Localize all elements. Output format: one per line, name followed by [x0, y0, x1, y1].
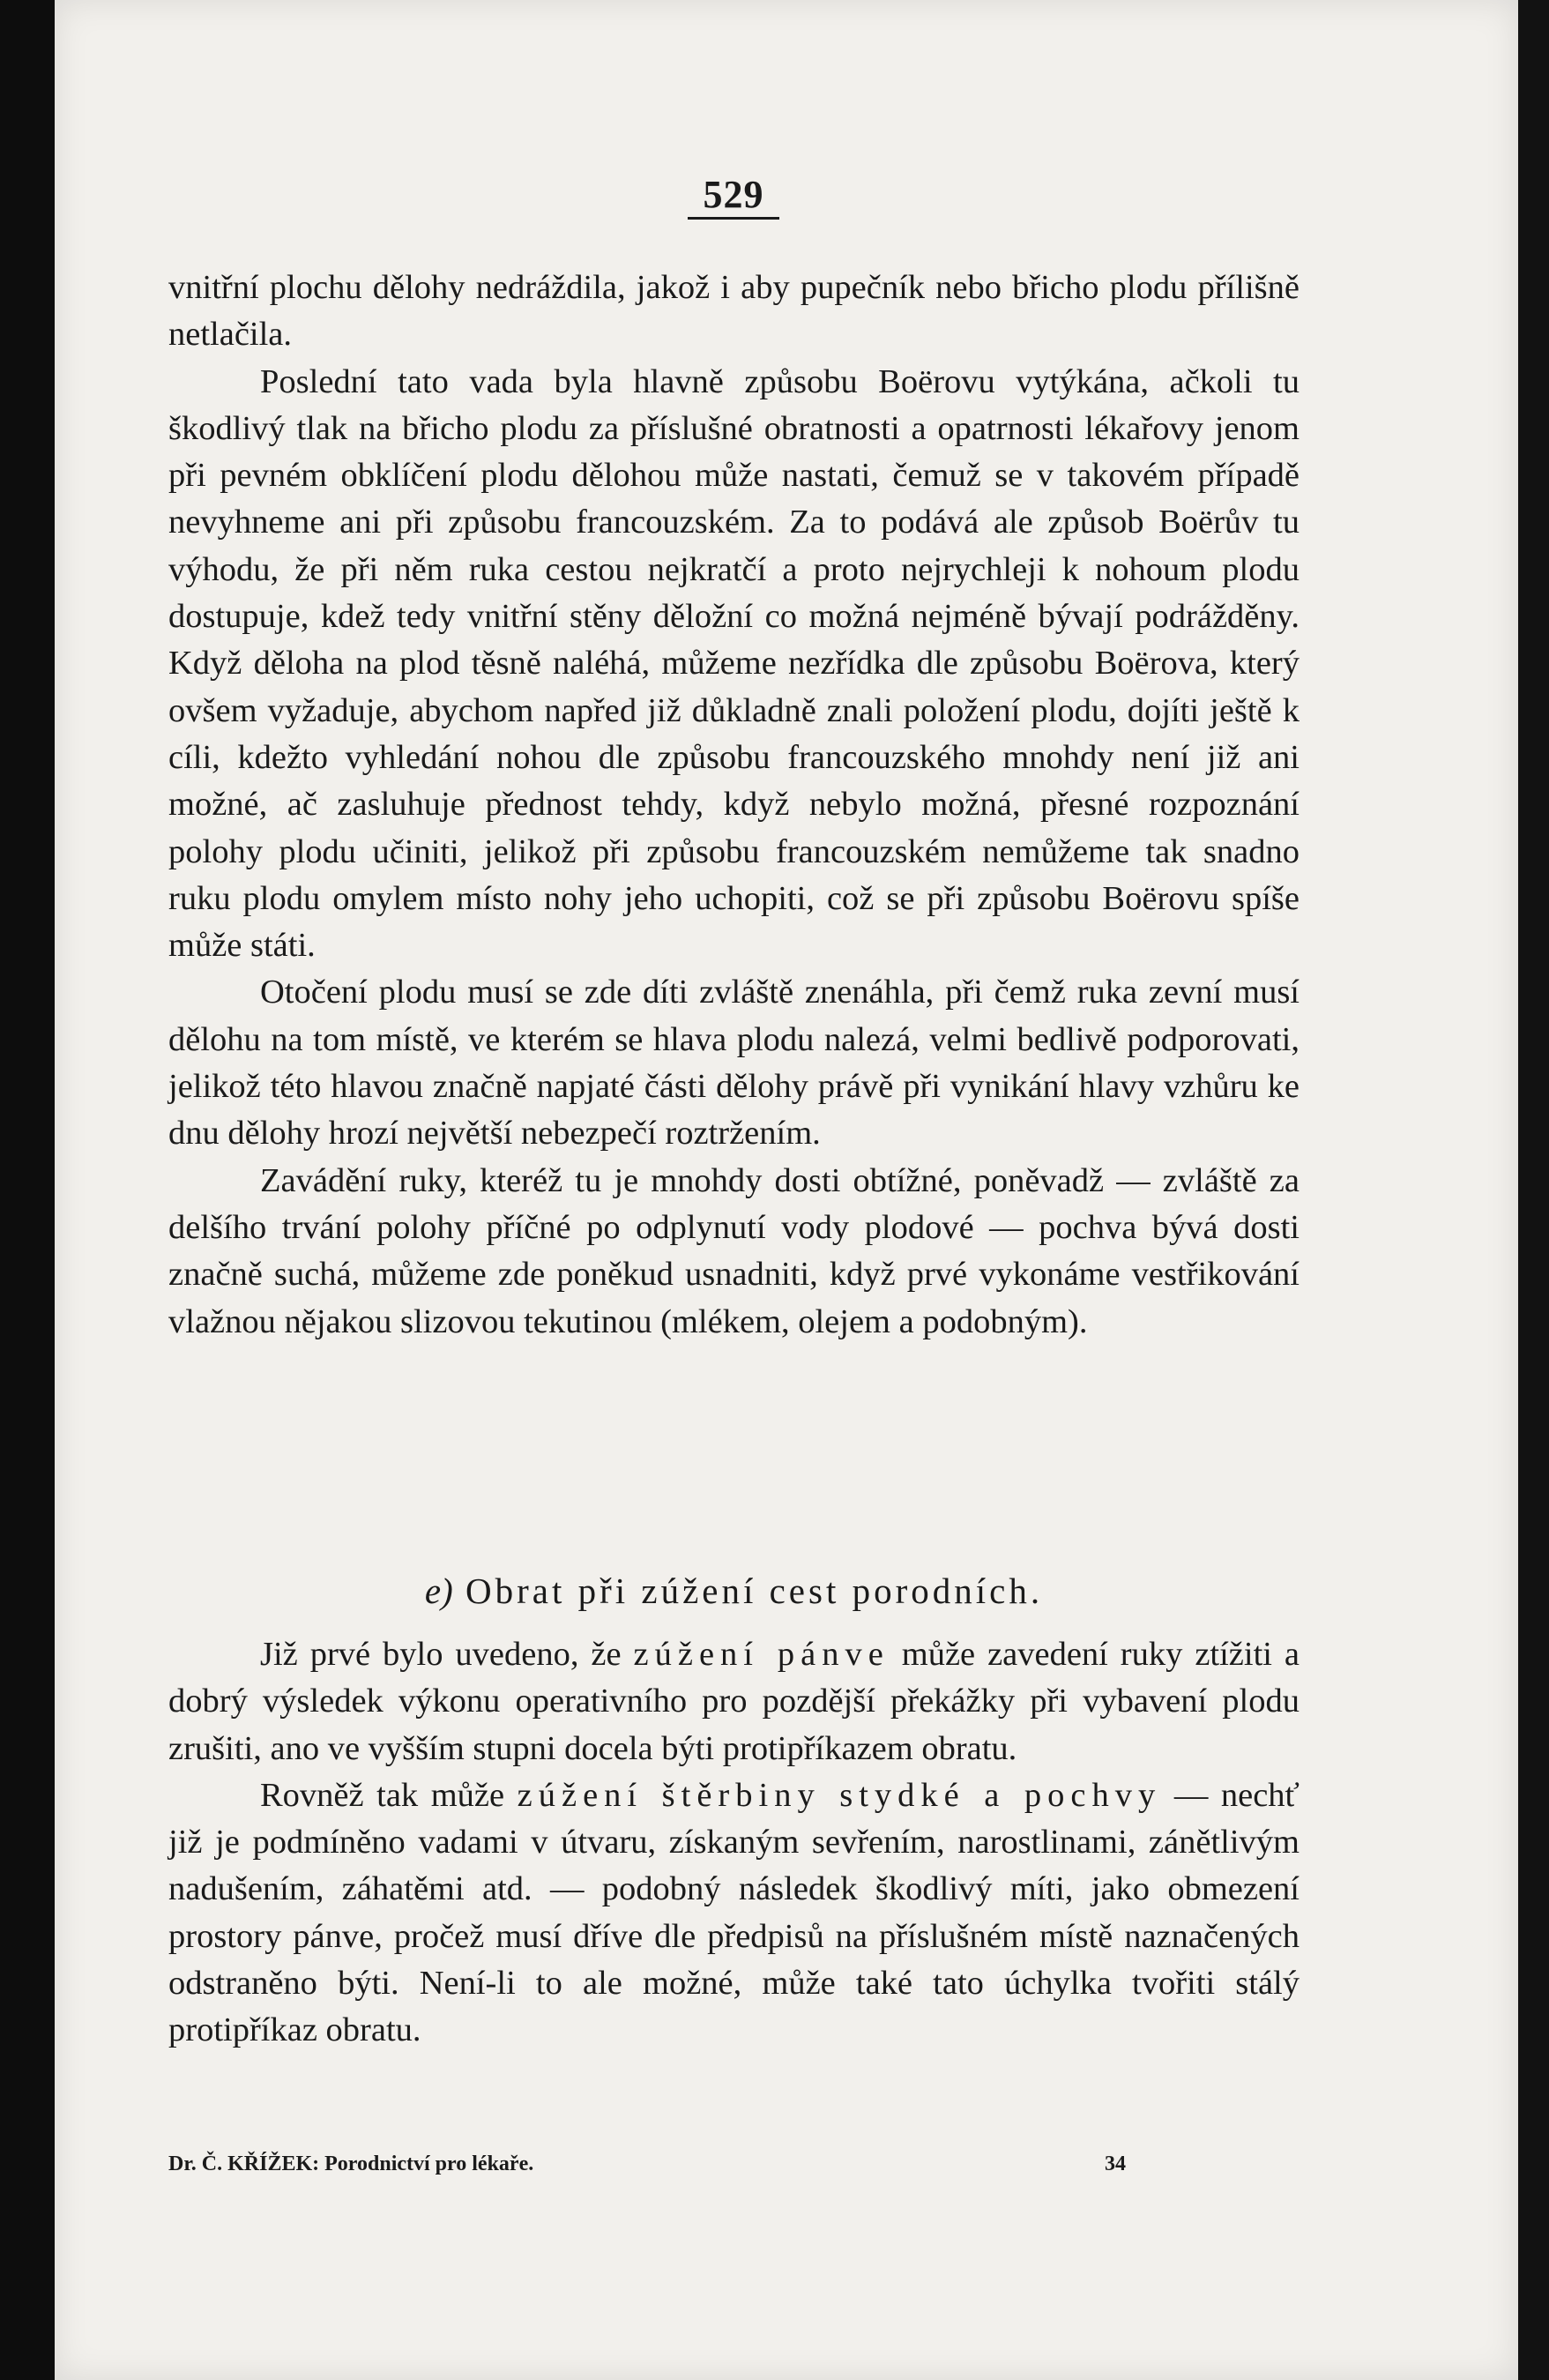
paragraph-vagina-spaced-term: zúžení štěrbiny stydké a pochvy	[517, 1776, 1162, 1814]
footer-sheet-number: 34	[1105, 2152, 1126, 2175]
paragraph-vagina-narrowing	[168, 1772, 1300, 2055]
paragraph-vagina-text-before: Rovněž tak může	[260, 1776, 518, 1814]
section-heading-label: e)	[424, 1571, 453, 1611]
paragraph-pelvis-text-after: může zavedení ruky ztížiti a dobrý výsledek výkonu operativního pro pozdější překážky při vybavení plodu zrušiti, ano ve vyšším stupni docela býti protipříkazem obratu.	[168, 1636, 1300, 1767]
section-heading	[168, 1570, 1300, 1612]
scan-border-right	[1518, 0, 1549, 2380]
paragraph-vagina-text-after: — nechť již je podmíněno vadami v útvaru, získaným sevřením, narostlinami, zánětlivým nadušením, záhatěmi atd. — podobný následek škodlivý míti, jako obmezení prostory pánve, pročež musí dříve dle předpisů na příslušném místě naznačených odstraněno býti. Není-li to ale možné, může také tato úchylka tvořiti stálý protipříkaz obratu.	[168, 1776, 1300, 2049]
scan-border-left	[0, 0, 55, 2380]
paragraph-pelvis-spaced-term: zúžení pánve	[633, 1636, 890, 1673]
page-footer	[168, 2152, 1300, 2176]
paragraph-continuation: vnitřní plochu dělohy nedráždila, jakož i aby pupečník nebo břicho plodu přílišně netlačila.	[168, 269, 1300, 354]
text-block-top	[168, 265, 1300, 1346]
paragraph-boer-method: Poslední tato vada byla hlavně způsobu Boërovu vytýkána, ačkoli tu škodlivý tlak na břicho plodu za příslušné obratnosti a opatrnosti lékařovy jenom při pevném obklíčení plodu dělohou může nastati, čemuž se v takovém případě nevyhneme ani při způsobu francouzském. Za to podává ale způsob Boërův tu výhodu, že při něm ruka cestou nejkratčí a proto nejrychleji k nohoum plodu dostupuje, kdež tedy vnitřní stěny děložní co možná nejméně bývají podrážděny. Když děloha na plod těsně naléhá, můžeme nezřídka dle způsobu Boërova, který ovšem vyžaduje, abychom napřed již důkladně znali položení plodu, dojíti ještě k cíli, kdežto vyhledání nohou dle způsobu francouzského mnohdy není již ani možné, ač zasluhuje přednost tehdy, když nebylo možná, přesné rozpoznání polohy plodu učiniti, jelikož při způsobu francouzském nemůžeme tak snadno ruku plodu omylem místo nohy jeho uchopiti, což se při způsobu Boërovu spíše může státi.	[168, 362, 1300, 965]
footer-author: Dr. Č. KŘÍŽEK: Porodnictví pro lékaře.	[168, 2152, 534, 2175]
paragraph-rotation: Otočení plodu musí se zde díti zvláště znenáhla, při čemž ruka zevní musí dělohu na tom místě, ve kterém se hlava plodu nalezá, velmi bedlivě podporovati, jelikož této hlavou značně napjaté části dělohy právě při vynikání hlavy vzhůru ke dnu dělohy hrozí největší nebezpečí roztržením.	[168, 974, 1300, 1153]
page-number: 529	[703, 173, 764, 216]
paragraph-pelvis-narrowing	[168, 1631, 1300, 1772]
paragraph-pelvis-text-before: Již prvé bylo uvedeno, že	[260, 1636, 634, 1673]
page-number-rule	[688, 217, 779, 220]
text-block-bottom	[168, 1631, 1300, 2055]
paragraph-hand-insertion: Zavádění ruky, kteréž tu je mnohdy dosti obtížné, poněvadž — zvláště za delšího trvání polohy příčné po odplynutí vody plodové — pochva bývá dosti značně suchá, můžeme zde poněkud usnadniti, když prvé vykonáme vestřikování vlažnou nějakou slizovou tekutinou (mlékem, olejem a podobným).	[168, 1161, 1300, 1340]
section-heading-title: Obrat při zúžení cest porodních.	[465, 1571, 1044, 1611]
